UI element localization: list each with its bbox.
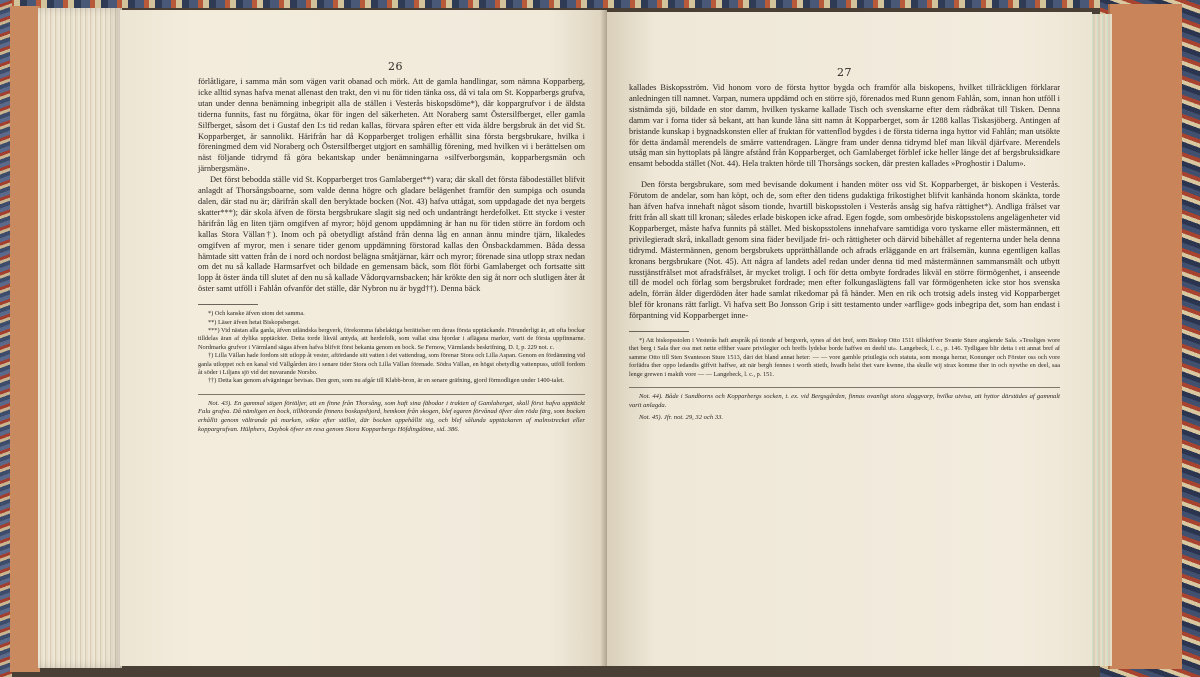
right-body-text xyxy=(629,83,1060,322)
left-paragraph-1: förlåtligare, i samma mån som vägen varit obanad och mörk. Att de gamla handlingar, som nämna Kopparberg, icke alltid synas hafva menat allenast den trakt, den vi nu för tiden tänka oss, då vi tala om St. Kopparbergs grufva, utan under denna benämning inbegripit alla de ställen i Vesterås biskopsdöme*), där koppargrufvor i de äldsta tiderna funnits, fast nu förgätna, ökar för ingen del säkerheten. Att Noraberg samt Östersilfberget, eller gamla Silfberget, såsom det i Gustaf den I:s tid redan kallas, förvara spåren efter ett vida äldre bergsbruk än det vid St. Kopparberget, är sannolikt. Härifrån har då Kopparberget troligen erhållit sina första bergsbrukare, hvilka i föreningmed dem vid Noraberg och Östersilfberget utgjort en samhällig förening, med hvilken vi i berättelsen om näst följande tidrymd få göra bekantskap under benämningarna »silfverborgsmän, kopparbergsmän och järnbergsmän». xyxy=(198,77,585,174)
left-board xyxy=(10,6,40,672)
right-footnotes xyxy=(629,337,1060,379)
right-note-44: Not. 44). Både i Sundborns och Kopparbergs socken, t. ex. vid Bergsgården, finnas ovanligt stora slaggvarp, hvilka utvisa, att hyttor därstädes af gammalt varit anlagda. xyxy=(629,393,1060,409)
page-number-right: 27 xyxy=(837,66,852,79)
right-page xyxy=(607,12,1092,666)
left-footnote-1: *) Och kanske äfven utom det samma. xyxy=(208,310,305,318)
footnote-divider-right xyxy=(629,331,689,332)
left-page-edges xyxy=(38,8,122,668)
right-paragraph-1: kallades Biskopsström. Vid honom voro de första hyttor bygda och framför alla biskopens, hvilket tillräckligen förklarar anledningen till namnet. Varpan, numera uppdämd och en större sjö, förenados med Runn genom Fahlån, som, innan hon utföll i sistnämda sjö, bildade en stor damm, hvilken tyskarne kallade Tisch och svenskarne efter dem rådbråkat till Tisken. Denna damm var i forna tider så bekant, att han kunde låna sitt namn åt Kopparberget, som år 1288 kallas Tiskasjöberg. Antingen af bristande kunskap i bygnadskonsten eller af fruktan för vattenflod bygdes i de första tiderna inga hyttor vid Fahlån; man utsökte för detta ändamål merendels de smärre vattendragen. Längre fram under denna tidrymd blef man likväl djärfvare. Merendels utsåg man sin hyttoplats på längre afstånd från Kopparberget, och Gamlaberget förblef icke heller länge det af bergsbruksidkare ensamt bebodda stället (Not. 44). Hela trakten hörde till Thorsångs socken, där presten kallades »Proghostir i Dalum». xyxy=(629,83,1060,169)
right-notes xyxy=(629,393,1060,423)
right-board xyxy=(1108,4,1182,669)
notes-divider-right xyxy=(629,387,1060,388)
left-page xyxy=(120,10,607,666)
page-number-left: 26 xyxy=(388,60,403,73)
left-footnote-2: **) Läser äfven hetat Biskopsberget. xyxy=(208,318,301,326)
left-notes xyxy=(198,400,585,434)
cover-top-marbling xyxy=(0,0,1200,8)
left-footnote-3: ***) Vid nästan alla ganla, äfven utländska bergverk, förekomma fabelaktiga berättelser om deras första upptäckande. Förunderligt är, att ofta bockar tilldelas äran af dylika upptäckter. Detta torde likväl antyda, att herdefolk, som vallat sina hjordar i aflägsna marker, varit de första uppfinnarne. Nordmarks grufvor i Värmland sägas äfven hafva blifvit först bekanta genom en bock. Se Fernow, Värmlands beskrifning, D. I, p. 229 not. c. xyxy=(198,326,585,351)
right-paragraph-2: Den första bergsbrukare, som med bevisande dokument i handen möter oss vid St. Kopparberget, är biskopen i Vesterås. Förutom de andelar, som han köpt, och de, som efter den tidens gudaktiga frikostighet blifvit kanhända honom skänkta, torde han äfven hafva innehaft något såsom tionde, hvartill biskopsstolen i Vesterås ansåg sig hafva rättighet*). Andliga frälset var fritt från all skatt till kronan; således erlade biskopen icke afrad. Egen fogde, som ombesörjde biskopsstolens angelägenheter vid Kopparberget, måste hafva funnits på stället. Med biskopsstolens innehafvare samtidiga voro tyskarne eller mästermännen, ett privilegieradt skrå, inkalladt genom sina fäder beviljade fri- och rättigheter och därvid bibehållet af regenterna under hela denna tidrymd. Mästermännen, genom bergsbrukets upprätthållande och afrads erläggande en art frälsemän, kunna egentligen kallas kronans bergsbrukare (Not. 45). Att några af landets adel redan under denna tid med mästermännen sammansmält och utbytt russtjänstfrälset mot afradsfrälset, är mycket troligt. I och för detta ombyte fordrades likväl en större förmögenhet, i anseende till de model och förlag som bergsbruket fordrade; men efter folkungaslägtens fall var förmögenheten icke stor hos svenska adeln, förrän ålder digerdöden åter hade samlat rikedomar på få händer. Men en rik och trotsig adels insteg vid Kopparberget blef för kronans rätt farligt. Vi hafva sett Bo Jonsson Grip i sitt testamento under »arflige» gods inbegripa det, som han endast i förpantning vid Kopparberget inne- xyxy=(629,180,1060,321)
left-paragraph-2: Det först bebodda ställe vid St. Kopparberget tros Gamlaberget**) vara; där skall det första fäbodestället blifvit anlagdt af Thorsångsboarne, som valde denna högre och gladare belägenhet framför den sumpiga och osunda dalen, där stad nu är; därifrån skall den beryktade bocken (Not. 43) hafva uttågat, som uppdagade det nya bergets skatter***); där skola äfven de första bergsbrukare slagit sig ned och undanträngt herdefolket. Ett stycke i vester härifrån låg en liten tjärn omgifven af myror; höjd genom uppdämning är han nu för tiden större än fordom och kallas Stora Vällan†). Inom och på obetydligt afstånd från denna låg en annan ännu mindre tjärn, likaledes omgifven af myror, men i senare tider genom uppdämning förstorad kallas den Önsbackdammen. Båda dessa hämtade sitt vatten från de i nord och nordost belägna småtjärnar, kärr och myror; förenade sina utlopp strax nedan om det nu så kallade Harmsarfvet och bildade en gemensam bäck, som flöt förbi Gamlaberget och fortsatte sitt lopp åt öster ända till slutet af den nu så kallade Vådorqvarnsbacken; här krökte den sig åt norr och slutligen åter åt öster samt utföll i Fahlån ofvanför det ställe, där Nybron nu är bygd††). Denna bäck xyxy=(198,175,585,294)
left-note-43: Not. 43). En gammal sägen förtäljer, att en finne från Thorsång, som haft sina fäbodar i trakten af Gamlaberget, skall först hafva upptäckt Falu grufva. Då nämligen en bock, tillhörande finnens boskapshjord, hemkom från skogen, blef egaren förvånad öfver den röda färg, som bocken erhållit genom vältrande på marken, sökte efter stället, där bocken uppehållit sig, och blef sålunda upptäckaren af malmstrecket eller koppargrufvan. Hülphers, Daybok öfver en resa genom Stora Kopparbergs Höfdingdöme, sid. 386. xyxy=(198,399,585,433)
left-footnotes xyxy=(198,310,585,386)
notes-divider-left xyxy=(198,394,585,395)
left-footnote-4: †) Lilla Vällan hade fordom sitt utlopp åt vester, aftördande sitt vatten i det vattendrag, som förenar Stora och Lilla Aspan. Genom en fördämning vid ganla utloppet och en kanal vid Vällgården äro i senare tider Stora och Lilla Vällan förenade. Södra Vällan, en högst obetydlig vattenpuss, utföll fordom åt söder i Liljans sjö vid det nuvarande Norsbo. xyxy=(198,352,585,376)
right-footnote-1: *) Att biskopsstolen i Vesterås haft anspråk på tionde af bergverk, synes af det bref, som Biskop Otto 1511 tillskrifver Svante Sture angående Sala. »Tessliges wore thet berg i Sala ther oss met rætte effther vaare privilegier och breffs lydelse borde haffwe en deehl ut». Langebeck, l. c., p. 146. Tydligare blir detta i ett annat bref af samme Otto till Sten Svanteson Sture 1513, däri det bland annat heter: — — vore gamble priuilegia och statuta, som monga herrar, Konunger och Förster oss och vore forfädra ther oppo ledandis giffvit haffwe, att när bergh fennes i worth stieth, hvadh helst thet vare kwnne, tha skulle wij strax komme ther in och nywthe en deel, saa lenge grewen i makth vore — — Langebeck, l. c., p. 151. xyxy=(629,337,1060,378)
left-footnote-5: ††) Detta kan genom afvägningar bevisas. Den gren, som nu afgår till Klabb-bron, är en senare gräfning, gjord förmodligen under 1400-talet. xyxy=(208,377,565,385)
right-page-edges xyxy=(1090,14,1112,666)
left-body-text xyxy=(198,77,585,295)
right-note-45: Not. 45). Jfr. not. 29, 32 och 33. xyxy=(639,414,724,422)
footnote-divider-left xyxy=(198,304,258,305)
